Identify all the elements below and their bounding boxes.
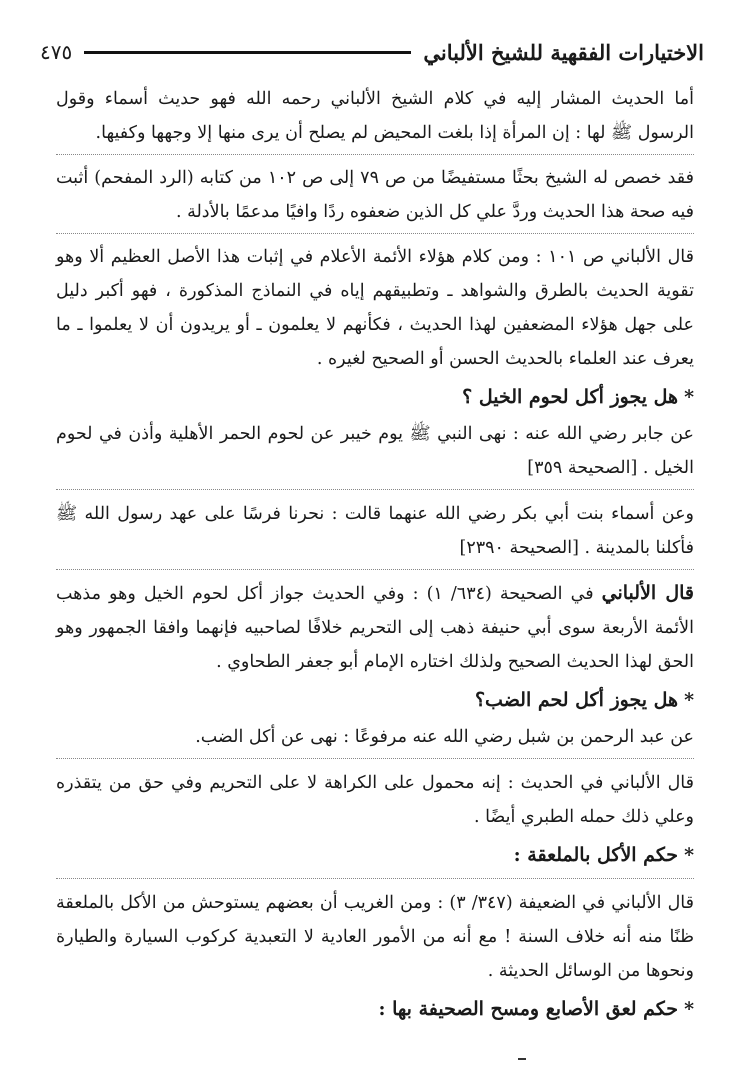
running-header: [40, 30, 704, 74]
section-heading: *هل يجوز أكل لحم الضب؟: [474, 689, 694, 711]
paragraph: قال الألباني ص ١٠١ : ومن كلام هؤلاء الأئمة الأعلام في إثبات هذا الأصل العظيم ألا وهو تقوية الحديث بالطرق والشواهد ـ وتطبيقهم إياه في النماذج المذكورة ، فهو أكبر دليل على جهل هؤلاء المضعفين لهذا الحديث ، فكأنهم لا يعلمون ـ أو يريدون أن لا يعلموا ـ ما يعرف عند العلماء بالحديث الحسن أو الصحيح لغيره .: [56, 247, 694, 369]
paragraph: أما الحديث المشار إليه في كلام الشيخ الألباني رحمه الله فهو حديث أسماء وقول الرسول ﷺ لها : إن المرأة إذا بلغت المحيض لم يصلح أن يرى منها إلا وجهها وكفيها.: [56, 89, 694, 143]
paragraph: عن جابر رضي الله عنه : نهى النبي ﷺ يوم خيبر عن لحوم الحمر الأهلية وأذن في لحوم الخيل . [الصحيحة ٣٥٩]: [56, 424, 694, 478]
section-heading: *هل يجوز أكل لحوم الخيل ؟: [462, 386, 694, 408]
header-rule: [84, 51, 411, 54]
asterisk-icon: *: [684, 689, 694, 711]
section-heading: *حكم لعق الأصابع ومسح الصحيفة بها :: [378, 998, 694, 1020]
asterisk-icon: *: [684, 998, 694, 1020]
paragraph: وعن أسماء بنت أبي بكر رضي الله عنهما قالت : نحرنا فرسًا على عهد رسول الله ﷺ فأكلنا بالمدينة . [الصحيحة ٢٣٩٠]: [56, 504, 694, 558]
paragraph: عن عبد الرحمن بن شبل رضي الله عنه مرفوعًا : نهى عن أكل الضب.: [195, 727, 694, 747]
paragraph: قال الألباني في الصحيحة (٦٣٤/ ١) : وفي الحديث جواز أكل لحوم الخيل وهو مذهب الأئمة الأربعة سوى أبي حنيفة ذهب إلى التحريم خلافًا لصاحبيه فإنهما وافقا الجمهور وهو الحق لهذا الحديث الصحيح ولذلك اختاره الإمام أبو جعفر الطحاوي .: [56, 582, 694, 672]
paragraph: قال الألباني في الحديث : إنه محمول على الكراهة لا على التحريم وفي حق من يتقذره وعلي ذلك حمله الطبري أيضًا .: [56, 773, 694, 827]
paragraph-separator: [56, 878, 694, 879]
asterisk-icon: *: [684, 844, 694, 866]
page-number: ٤٧٥: [40, 40, 73, 64]
page-mark: [518, 1058, 526, 1060]
paragraph-separator: [56, 233, 694, 234]
section-heading: *حكم الأكل بالملعقة :: [513, 844, 694, 866]
book-title: الاختيارات الفقهية للشيخ الألباني: [423, 39, 704, 65]
asterisk-icon: *: [684, 386, 694, 408]
paragraph: فقد خصص له الشيخ بحثًا مستفيضًا من ص ٧٩ إلى ص ١٠٢ من كتابه (الرد المفحم) أثبت فيه صحة هذا الحديث وردَّ علي كل الذين ضعفوه ردًا وافيًا مدعمًا بالأدلة .: [56, 168, 694, 222]
paragraph-separator: [56, 489, 694, 490]
paragraph-separator: [56, 569, 694, 570]
paragraph: قال الألباني في الضعيفة (٣٤٧/ ٣) : ومن الغريب أن بعضهم يستوحش من الأكل بالملعقة ظنًا منه أنه خلاف السنة ! مع أنه من الأمور العادية لا التعبدية كركوب السيارة والطيارة ونحوها من الوسائل الحديثة .: [56, 893, 694, 981]
paragraph-separator: [56, 154, 694, 155]
paragraph-separator: [56, 758, 694, 759]
page-body: [56, 82, 694, 1028]
